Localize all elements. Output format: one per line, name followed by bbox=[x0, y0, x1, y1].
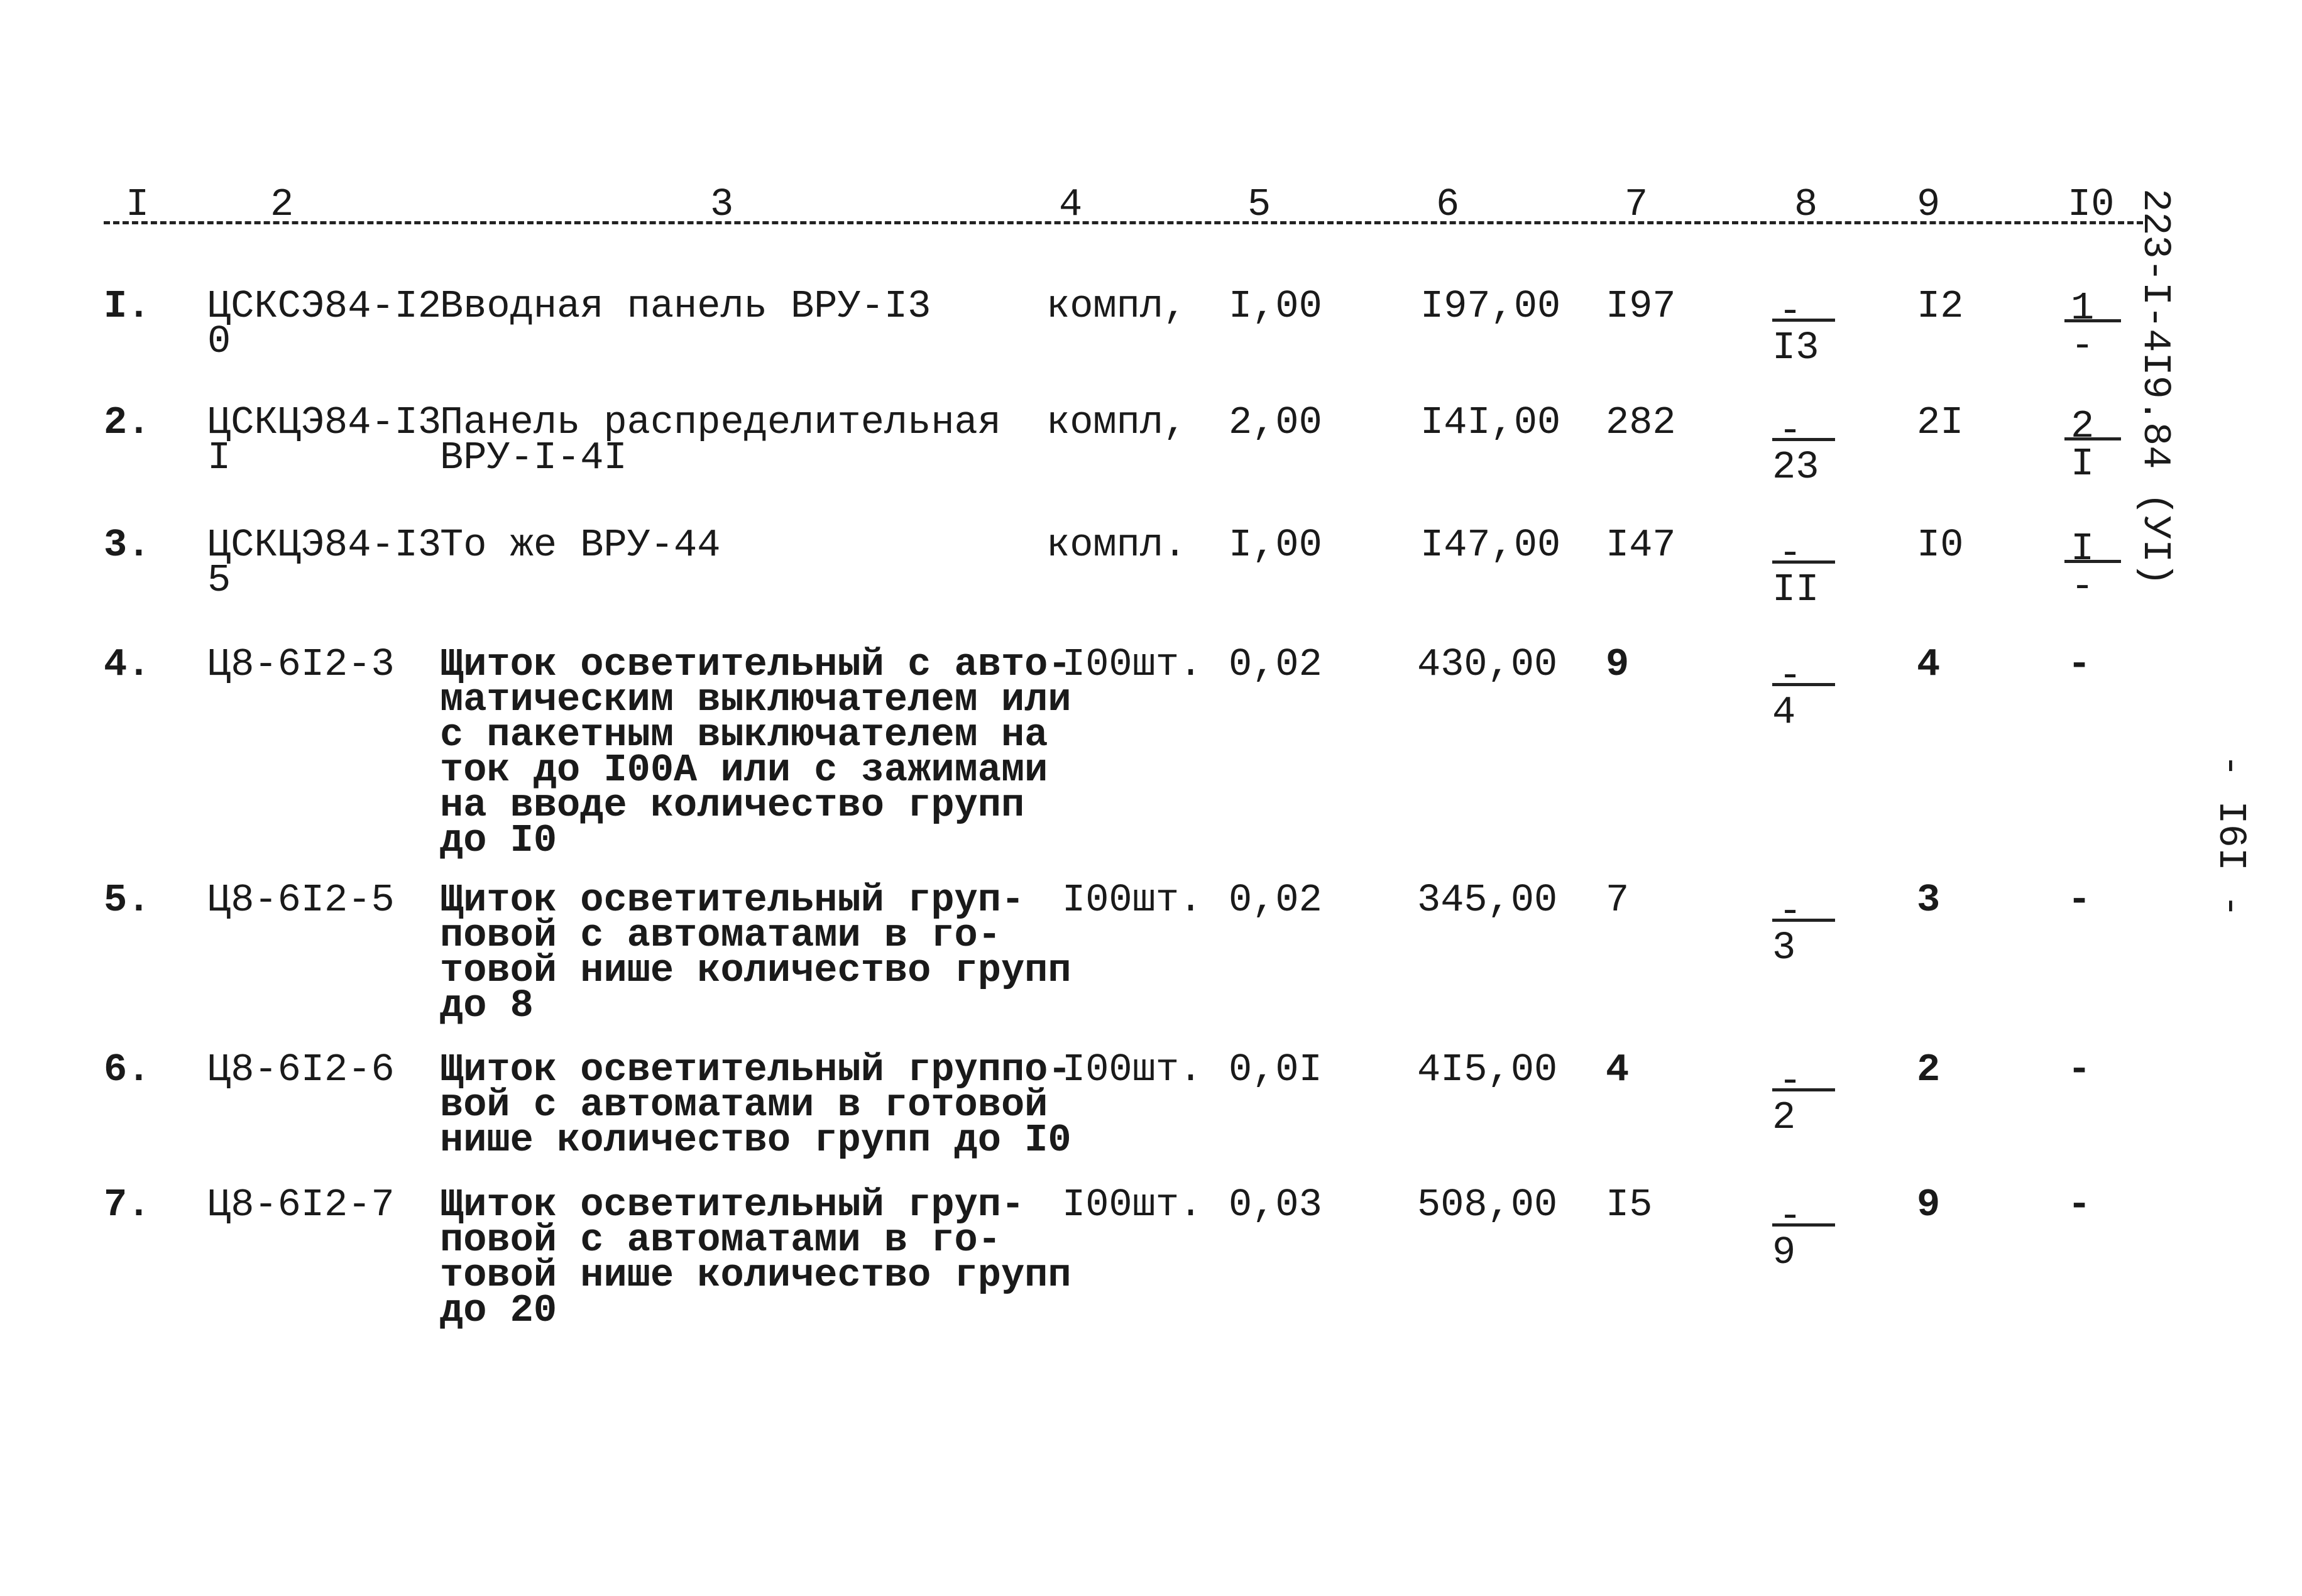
row-quantity: I,00 bbox=[1229, 523, 1322, 567]
fraction-numerator: - bbox=[1779, 889, 1802, 934]
header-col-2: 2 bbox=[270, 182, 294, 227]
row-quantity: 2,00 bbox=[1229, 400, 1322, 445]
row-code: Ц8-6I2-6 bbox=[207, 1047, 395, 1092]
fraction-numerator: - bbox=[1779, 1059, 1802, 1103]
row-unit: компл, bbox=[1046, 400, 1187, 445]
row-total: 7 bbox=[1606, 878, 1630, 922]
fraction-bar bbox=[1772, 319, 1835, 322]
fraction-bar bbox=[1772, 683, 1835, 686]
row-unit: I00шт. bbox=[1062, 642, 1203, 687]
col10-bar bbox=[2064, 319, 2121, 322]
fraction-bar bbox=[1772, 438, 1835, 441]
row-unit: I00шт. bbox=[1062, 878, 1203, 922]
header-rule bbox=[104, 221, 2143, 224]
row-description: Щиток осветительный груп- повой с автоматами в го- товой нише количество групп до 8 bbox=[440, 878, 1072, 1028]
header-col-5: 5 bbox=[1247, 182, 1271, 227]
header-col-10: I0 bbox=[2068, 182, 2115, 227]
fraction-bar bbox=[1772, 1223, 1835, 1227]
row-col10: - bbox=[2068, 1183, 2091, 1227]
row-unit: I00шт. bbox=[1062, 1047, 1203, 1092]
fraction-denominator: 3 bbox=[1772, 926, 1796, 970]
row-unit: I00шт. bbox=[1062, 1183, 1203, 1227]
fraction-denominator: 9 bbox=[1772, 1230, 1796, 1275]
row-total: 4 bbox=[1606, 1047, 1630, 1092]
row-col10: - bbox=[2068, 642, 2091, 687]
row-description: Щиток осветительный с авто- матическим выключателем или с пакетным выключателем на ток до I00А или с зажимами на вводе количество групп до I0 bbox=[440, 642, 1072, 863]
row-quantity: 0,02 bbox=[1229, 878, 1322, 922]
fraction-numerator: - bbox=[1779, 408, 1802, 453]
row-description: Щиток осветительный груп- повой с автоматами в го- товой нише количество групп до 20 bbox=[440, 1183, 1072, 1333]
fraction-numerator: - bbox=[1779, 1194, 1802, 1238]
col10-top: I bbox=[2071, 527, 2095, 571]
row-total: I47 bbox=[1606, 523, 1676, 567]
row-code: ЦСКЦЭ84-I3 I bbox=[207, 400, 442, 480]
fraction-denominator: 23 bbox=[1772, 445, 1819, 489]
row-total: 282 bbox=[1606, 400, 1676, 445]
row-quantity: 0,0I bbox=[1229, 1047, 1322, 1092]
fraction-bar bbox=[1772, 919, 1835, 922]
header-col-7: 7 bbox=[1625, 182, 1648, 227]
row-total: I97 bbox=[1606, 284, 1676, 329]
fraction-numerator: - bbox=[1779, 653, 1802, 698]
header-col-1: I bbox=[126, 182, 150, 227]
row-code: Ц8-6I2-7 bbox=[207, 1183, 395, 1227]
fraction-bar bbox=[1772, 1088, 1835, 1091]
row-price: 508,00 bbox=[1417, 1183, 1558, 1227]
row-code: ЦСКЦЭ84-I3 5 bbox=[207, 523, 442, 603]
fraction-bar bbox=[1772, 560, 1835, 564]
row-col9: I0 bbox=[1917, 523, 1964, 567]
row-code: ЦСКСЭ84-I2 0 bbox=[207, 284, 442, 364]
row-total: I5 bbox=[1606, 1183, 1653, 1227]
fraction-numerator: - bbox=[1779, 289, 1802, 334]
fraction-denominator: II bbox=[1772, 567, 1819, 612]
header-col-4: 4 bbox=[1059, 182, 1083, 227]
row-col10: - bbox=[2068, 1047, 2091, 1092]
col10-bar bbox=[2064, 437, 2121, 440]
col10-bottom: I bbox=[2071, 442, 2095, 486]
row-price: I47,00 bbox=[1420, 523, 1561, 567]
row-description: Панель распределительная ВРУ-I-4I bbox=[440, 400, 1001, 480]
row-col9: 9 bbox=[1917, 1183, 1941, 1227]
col10-top: 2 bbox=[2071, 404, 2095, 449]
header-col-6: 6 bbox=[1436, 182, 1460, 227]
page-number: - I6I - bbox=[2208, 754, 2253, 918]
col10-bottom: - bbox=[2071, 324, 2095, 368]
col10-top: 1 bbox=[2071, 286, 2095, 331]
row-quantity: I,00 bbox=[1229, 284, 1322, 329]
row-total: 9 bbox=[1606, 642, 1630, 687]
row-price: 345,00 bbox=[1417, 878, 1558, 922]
row-unit: компл. bbox=[1046, 523, 1187, 567]
row-description: Вводная панель ВРУ-I3 bbox=[440, 284, 931, 329]
row-description: То же ВРУ-44 bbox=[440, 523, 721, 567]
row-col9: 3 bbox=[1917, 878, 1941, 922]
col10-bar bbox=[2064, 560, 2121, 563]
row-number: 2. bbox=[104, 400, 151, 445]
row-col9: 2 bbox=[1917, 1047, 1941, 1092]
row-price: 4I5,00 bbox=[1417, 1047, 1558, 1092]
row-price: 430,00 bbox=[1417, 642, 1558, 687]
document-code: 223-I-4I9.84 (УI) bbox=[2133, 189, 2178, 586]
row-number: 7. bbox=[104, 1183, 151, 1227]
fraction-denominator: I3 bbox=[1772, 325, 1819, 370]
row-unit: компл, bbox=[1046, 284, 1187, 329]
fraction-denominator: 2 bbox=[1772, 1095, 1796, 1140]
row-number: I. bbox=[104, 284, 151, 329]
row-code: Ц8-6I2-5 bbox=[207, 878, 395, 922]
row-code: Ц8-6I2-3 bbox=[207, 642, 395, 687]
row-price: I4I,00 bbox=[1420, 400, 1561, 445]
row-number: 3. bbox=[104, 523, 151, 567]
col10-bottom: - bbox=[2071, 564, 2095, 609]
row-quantity: 0,02 bbox=[1229, 642, 1322, 687]
row-col9: 2I bbox=[1917, 400, 1964, 445]
row-description: Щиток осветительный группо- вой с автоматами в готовой нише количество групп до I0 bbox=[440, 1047, 1072, 1162]
row-number: 4. bbox=[104, 642, 151, 687]
header-col-3: 3 bbox=[710, 182, 734, 227]
row-quantity: 0,03 bbox=[1229, 1183, 1322, 1227]
row-price: I97,00 bbox=[1420, 284, 1561, 329]
fraction-numerator: - bbox=[1779, 531, 1802, 576]
header-col-9: 9 bbox=[1917, 182, 1941, 227]
header-col-8: 8 bbox=[1794, 182, 1818, 227]
row-col9: 4 bbox=[1917, 642, 1941, 687]
fraction-denominator: 4 bbox=[1772, 690, 1796, 735]
row-col10: - bbox=[2068, 878, 2091, 922]
row-number: 6. bbox=[104, 1047, 151, 1092]
row-number: 5. bbox=[104, 878, 151, 922]
row-col9: I2 bbox=[1917, 284, 1964, 329]
